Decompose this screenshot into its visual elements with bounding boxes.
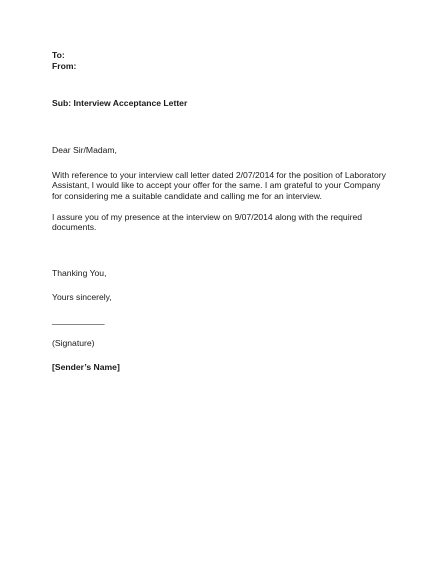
body-paragraph-2-line: documents. <box>52 222 97 233</box>
signature-label: (Signature) <box>52 338 95 348</box>
body-paragraph-1-line: Assistant, I would like to accept your offer for the same. I am grateful to your Company <box>52 180 381 191</box>
body-paragraph-1-line: for considering me a suitable candidate and calling me for an interview. <box>52 190 322 201</box>
to-label: To: <box>52 50 65 60</box>
body-paragraph-2 <box>52 212 392 233</box>
subject-line: Sub: Interview Acceptance Letter <box>52 98 188 108</box>
closing-line: Yours sincerely, <box>52 292 112 302</box>
salutation: Dear Sir/Madam, <box>52 145 117 155</box>
sender-name: [Sender’s Name] <box>52 362 120 372</box>
body-paragraph-1 <box>52 170 392 201</box>
body-paragraph-1-line: With reference to your interview call letter dated 2/07/2014 for the position of Laboratory <box>52 170 386 180</box>
signature-line: ___________ <box>52 315 105 325</box>
from-label: From: <box>52 61 77 71</box>
body-paragraph-2-line: I assure you of my presence at the interview on 9/07/2014 along with the required <box>52 212 363 222</box>
thanking-line: Thanking You, <box>52 268 107 278</box>
